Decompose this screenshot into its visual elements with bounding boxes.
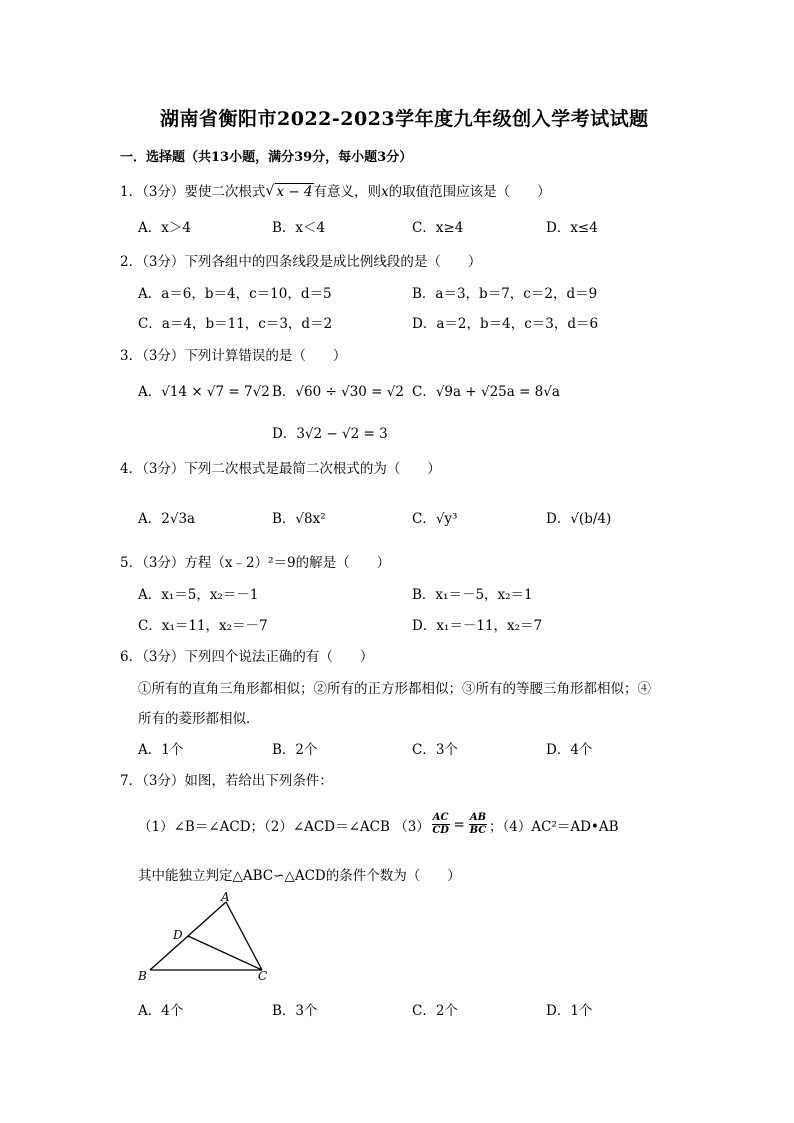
q7-option-a: A．4个 [138, 1003, 184, 1019]
q5-option-b: B．x₁＝－5，x₂＝1 [412, 587, 533, 603]
q6-statements-line2: 所有的菱形都相似． [138, 711, 260, 727]
q6-option-b: B．2个 [272, 742, 318, 758]
q1-stem-b: 有意义，则 [313, 184, 382, 200]
q6-statements-line1: ①所有的直角三角形都相似；②所有的正方形都相似；③所有的等腰三角形都相似；④ [138, 681, 651, 697]
q7-subquestion: 其中能独立判定△ABC∽△ACD的条件个数为（ ） [138, 868, 461, 884]
triangle-figure [130, 888, 280, 988]
label-b: B [138, 969, 147, 983]
fraction-ab-bc: $\frac{AB}{BC}$ [469, 812, 487, 836]
label-d: D [173, 928, 183, 942]
q1-option-d: D．x≤4 [546, 220, 598, 236]
q5-option-a: A．x₁＝5，x₂＝－1 [138, 587, 259, 603]
question-1 [120, 180, 551, 200]
section-heading: 一．选择题（共13小题，满分39分，每小题3分） [120, 150, 413, 165]
page-title: 湖南省衡阳市2022-2023学年度九年级创入学考试试题 [160, 108, 649, 130]
question-3: 3．（3分）下列计算错误的是（ ） [120, 348, 347, 364]
q3-option-d: D．3√2 − √2 = 3 [272, 426, 388, 442]
q4-option-a: A．2√3a [138, 511, 196, 527]
q7-cond-a: （1）∠B＝∠ACD；（2）∠ACD＝∠ACB （3） [138, 818, 430, 835]
q5-option-c: C．x₁＝11，x₂＝－7 [138, 618, 268, 634]
q2-option-b: B．a＝3，b＝7，c＝2，d＝9 [412, 286, 598, 302]
q4-option-d: D．√(b/4) [546, 511, 612, 527]
label-c: C [258, 969, 268, 983]
q3-option-b: B．√60 ÷ √30 = √2 [272, 384, 404, 400]
q4-option-c: C．√y³ [412, 511, 458, 527]
q4-option-b: B．√8x² [272, 511, 326, 527]
question-6: 6．（3分）下列四个说法正确的有（ ） [120, 649, 374, 665]
q2-option-a: A．a＝6，b＝4，c＝10，d＝5 [138, 286, 332, 302]
q1-option-b: B．x＜4 [272, 220, 326, 236]
q7-cond-b: ；（4）AC²＝AD•AB [489, 818, 619, 835]
label-a: A [221, 890, 230, 904]
q7-option-d: D．1个 [546, 1003, 593, 1019]
segment-dc [188, 936, 262, 970]
q3-option-c: C．√9a + √25a = 8√a [412, 384, 560, 400]
question-5: 5．（3分）方程（x﹣2）²＝9的解是（ ） [120, 555, 391, 571]
question-4: 4．（3分）下列二次根式是最简二次根式的为（ ） [120, 461, 441, 477]
q1-var: x [381, 184, 389, 200]
q6-option-c: C．3个 [412, 742, 458, 758]
fraction-ac-cd: $\frac{AC}{CD}$ [432, 812, 449, 836]
q7-option-b: B．3个 [272, 1003, 318, 1019]
q1-option-a: A．x＞4 [138, 220, 191, 236]
q7-equals: = [453, 816, 465, 833]
q1-option-c: C．x≥4 [412, 220, 464, 236]
segment-ac [226, 902, 262, 970]
q1-stem-c: 的取值范围应该是（ ） [388, 184, 551, 200]
q1-stem-a: 1．（3分）要使二次根式 [120, 184, 266, 200]
q3-option-a: A．√14 × √7 = 7√2 [138, 384, 270, 400]
q6-option-a: A．1个 [138, 742, 184, 758]
q6-option-d: D．4个 [546, 742, 593, 758]
question-7: 7．（3分）如图，若给出下列条件： [120, 773, 333, 789]
q7-option-c: C．2个 [412, 1003, 458, 1019]
q2-option-d: D．a＝2，b＝4，c＝3，d＝6 [412, 316, 599, 332]
question-2: 2．（3分）下列各组中的四条线段是成比例线段的是（ ） [120, 254, 482, 270]
q7-conditions [138, 812, 619, 837]
q2-option-c: C．a＝4，b＝11，c＝3，d＝2 [138, 316, 333, 332]
q5-option-d: D．x₁＝－11，x₂＝7 [412, 618, 543, 634]
sqrt-icon: √ x − 4 [265, 184, 313, 200]
